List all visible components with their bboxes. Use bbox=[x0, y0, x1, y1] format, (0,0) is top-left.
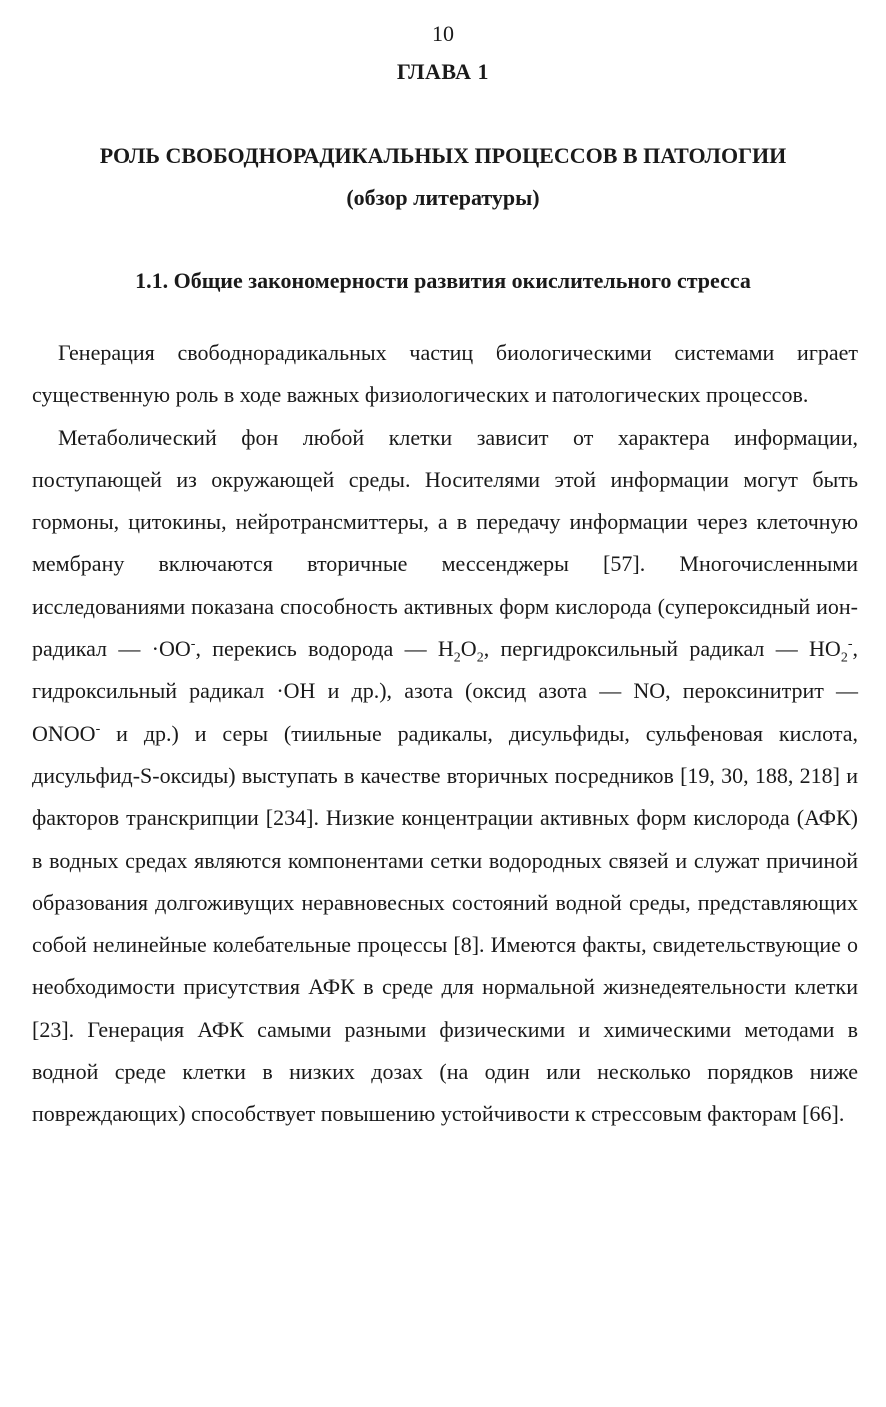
superscript: - bbox=[847, 636, 853, 652]
chapter-title: РОЛЬ СВОБОДНОРАДИКАЛЬНЫХ ПРОЦЕССОВ В ПАТОЛОГИИ bbox=[99, 143, 787, 168]
chapter-heading: ГЛАВА 1 bbox=[396, 59, 490, 84]
subscript: 2 bbox=[453, 650, 461, 666]
text-run: , гидроксильный радикал ·OH и др.), азота (оксид азота — NO, пероксинитрит — ONOO bbox=[32, 636, 858, 746]
superscript: - bbox=[190, 636, 196, 652]
subscript: 2 bbox=[476, 650, 484, 666]
text-run: Метаболический фон любой клетки зависит от характера информации, поступающей из окружающей среды. Носителями этой информации могут быть гормоны, цитокины, нейротрансмиттеры, а в передачу информации через клеточную мембрану включаются вторичные мессенджеры [57]. Многочисленными исследованиями показана способность активных форм кислорода (супероксидный ион-радикал — ·OO bbox=[32, 424, 858, 662]
subscript: 2 bbox=[840, 650, 848, 666]
text-run: и др.) и серы (тиильные радикалы, дисульфиды, сульфеновая кислота, дисульфид-S-оксиды) выступать в качестве вторичных посредников [19, 30, 188, 218] и факторов транскрипции [234]. Низкие концентрации активных форм кислорода (АФК) в водных средах являются компонентами сетки водородных связей и служат причиной образования долгоживущих неравновесных состояний водной среды, представляющих собой нелинейные колебательные процессы [8]. Имеются факты, свидетельствующие о необходимости присутствия АФК в среде для нормальной жизнедеятельности клетки [23]. Генерация АФК самыми разными физическими и химическими методами в водной среде клетки в низких дозах (на один или несколько порядков ниже повреждающих) способствует повышению устойчивости к стрессовым факторам [66]. bbox=[32, 720, 858, 1127]
paragraph: Генерация свободнорадикальных частиц биологическими системами играет существенную роль в ходе важных физиологических и патологических процессов. bbox=[32, 340, 858, 408]
paragraph bbox=[32, 417, 858, 1136]
superscript: - bbox=[95, 721, 101, 737]
section-heading: 1.1. Общие закономерности развития окислительного стресса bbox=[135, 268, 751, 293]
page-number: 10 bbox=[432, 21, 454, 46]
text-run: , пергидроксильный радикал — HO bbox=[483, 636, 841, 662]
body-text bbox=[32, 332, 858, 1136]
text-run: , перекись водорода — H bbox=[195, 636, 454, 662]
chapter-subtitle: (обзор литературы) bbox=[346, 185, 540, 210]
text-run: O bbox=[460, 636, 477, 662]
